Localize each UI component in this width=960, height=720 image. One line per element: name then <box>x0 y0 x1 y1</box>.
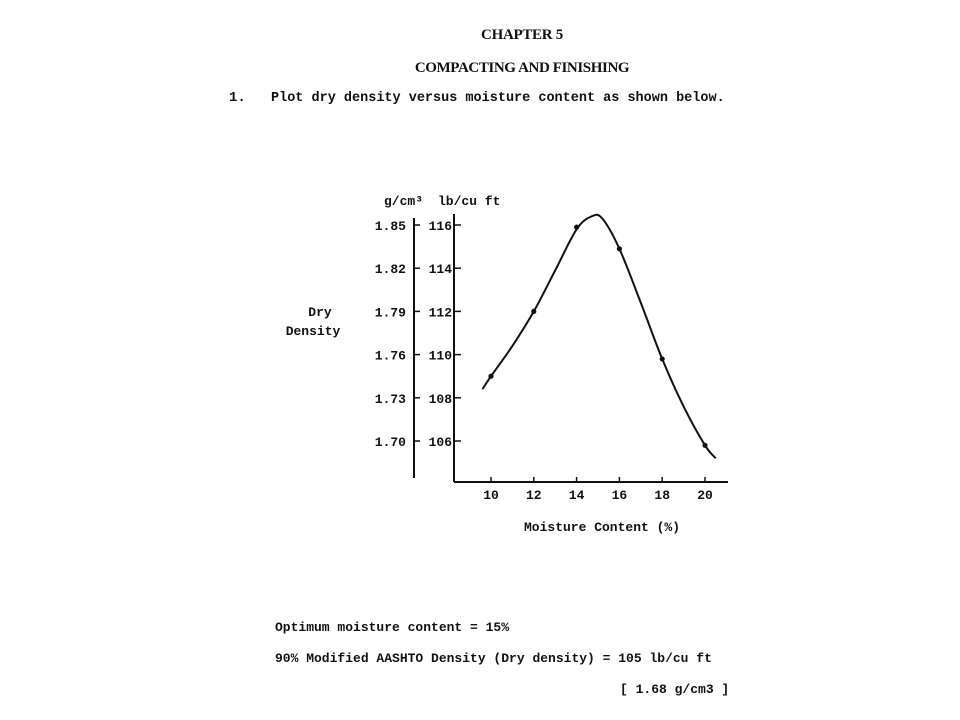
x-tick-label: 14 <box>568 488 585 503</box>
y-right-tick-label: 108 <box>428 391 452 407</box>
chart-axes <box>414 214 728 482</box>
y-left-tick-label: 1.70 <box>374 435 406 450</box>
x-tick-label: 20 <box>697 488 713 503</box>
aashto-density-answer: 90% Modified AASHTO Density (Dry density) = 105 lb/cu ft <box>275 651 712 666</box>
x-tick-label: 10 <box>483 488 499 503</box>
x-tick-label: 18 <box>654 488 671 503</box>
chapter-title: CHAPTER 5 <box>481 27 563 43</box>
x-tick-label: 12 <box>525 488 542 503</box>
y-right-tick-label: 116 <box>428 219 452 234</box>
y-right-tick-label: 114 <box>428 262 452 278</box>
data-point <box>488 374 493 379</box>
y-axis-label-line1: Dry <box>308 305 332 320</box>
y-right-tick-label: 110 <box>428 348 452 364</box>
section-title: COMPACTING AND FINISHING <box>414 60 630 76</box>
y-axis-label-line2: Density <box>285 324 341 339</box>
data-point <box>574 225 579 230</box>
y-left-tick-label: 1.82 <box>374 262 406 278</box>
y-right-tick-label: 112 <box>428 305 452 321</box>
question-text: Plot dry density versus moisture content as shown below. <box>271 91 725 106</box>
data-point <box>660 356 665 361</box>
x-axis-label: Moisture Content (%) <box>523 520 681 535</box>
y-left-tick-label: 1.73 <box>374 391 406 407</box>
question-number: 1. <box>229 90 246 106</box>
dry-density-curve <box>482 215 715 459</box>
y-right-units-label: lb/cu ft <box>438 194 501 209</box>
x-tick-label: 16 <box>611 488 628 503</box>
points-layer <box>488 225 707 448</box>
y-left-tick-label: 1.76 <box>374 348 406 364</box>
data-point <box>531 309 536 314</box>
y-right-tick-label: 106 <box>428 435 452 450</box>
data-point <box>617 246 622 251</box>
y-left-tick-label: 1.85 <box>374 219 406 234</box>
y-left-tick-label: 1.79 <box>374 305 406 321</box>
y-left-units-label: g/cm³ <box>384 194 424 209</box>
data-point <box>702 443 707 448</box>
metric-density-answer: [ 1.68 g/cm3 ] <box>620 682 730 697</box>
optimum-moisture-answer: Optimum moisture content = 15% <box>275 620 510 635</box>
